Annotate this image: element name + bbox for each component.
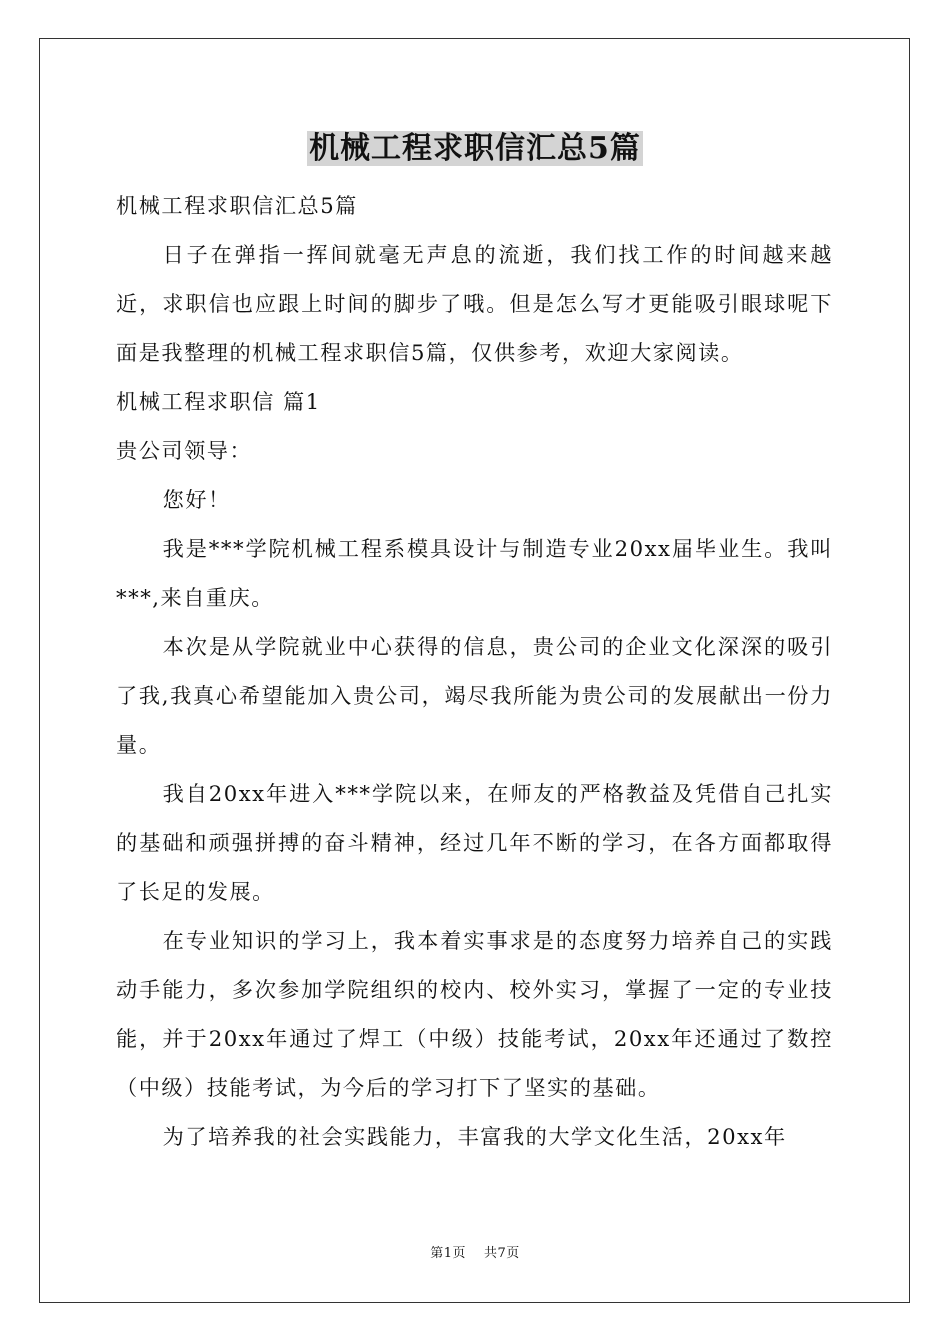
document-title [0,127,950,171]
paragraph: 为了培养我的社会实践能力，丰富我的大学文化生活，20xx年 [162,1124,787,1149]
paragraph: 我自20xx年进入***学院以来，在师友的严格教益及凭借自己扎实的基础和顽强拼搏的奋斗精神，经过几年不断的学习，在各方面都取得了长足的发展。 [116,781,833,904]
page-footer [0,1244,950,1264]
paragraph: 机械工程求职信 篇1 [116,389,321,414]
document-title-text: 机械工程求职信汇总5篇 [309,131,641,166]
page-total: 共7页 [484,1246,520,1261]
paragraph: 在专业知识的学习上，我本着实事求是的态度努力培养自己的实践动手能力，多次参加学院组织的校内、校外实习，掌握了一定的专业技能，并于20xx年通过了焊工（中级）技能考试，20xx年还通过了数控（中级）技能考试，为今后的学习打下了坚实的基础。 [116,928,833,1100]
paragraph: 贵公司领导： [116,438,253,463]
paragraph: 日子在弹指一挥间就毫无声息的流逝，我们找工作的时间越来越近，求职信也应跟上时间的脚步了哦。但是怎么写才更能吸引眼球呢下面是我整理的机械工程求职信5篇，仅供参考，欢迎大家阅读。 [116,242,833,365]
paragraph: 您好！ [162,487,231,512]
paragraph: 我是***学院机械工程系模具设计与制造专业20xx届毕业生。我叫***,来自重庆。 [116,536,833,610]
document-body [116,181,833,1161]
paragraph: 机械工程求职信汇总5篇 [116,193,358,218]
page-number: 第1页 [430,1246,466,1261]
paragraph: 本次是从学院就业中心获得的信息，贵公司的企业文化深深的吸引了我,我真心希望能加入贵公司，竭尽我所能为贵公司的发展献出一份力量。 [116,634,833,757]
